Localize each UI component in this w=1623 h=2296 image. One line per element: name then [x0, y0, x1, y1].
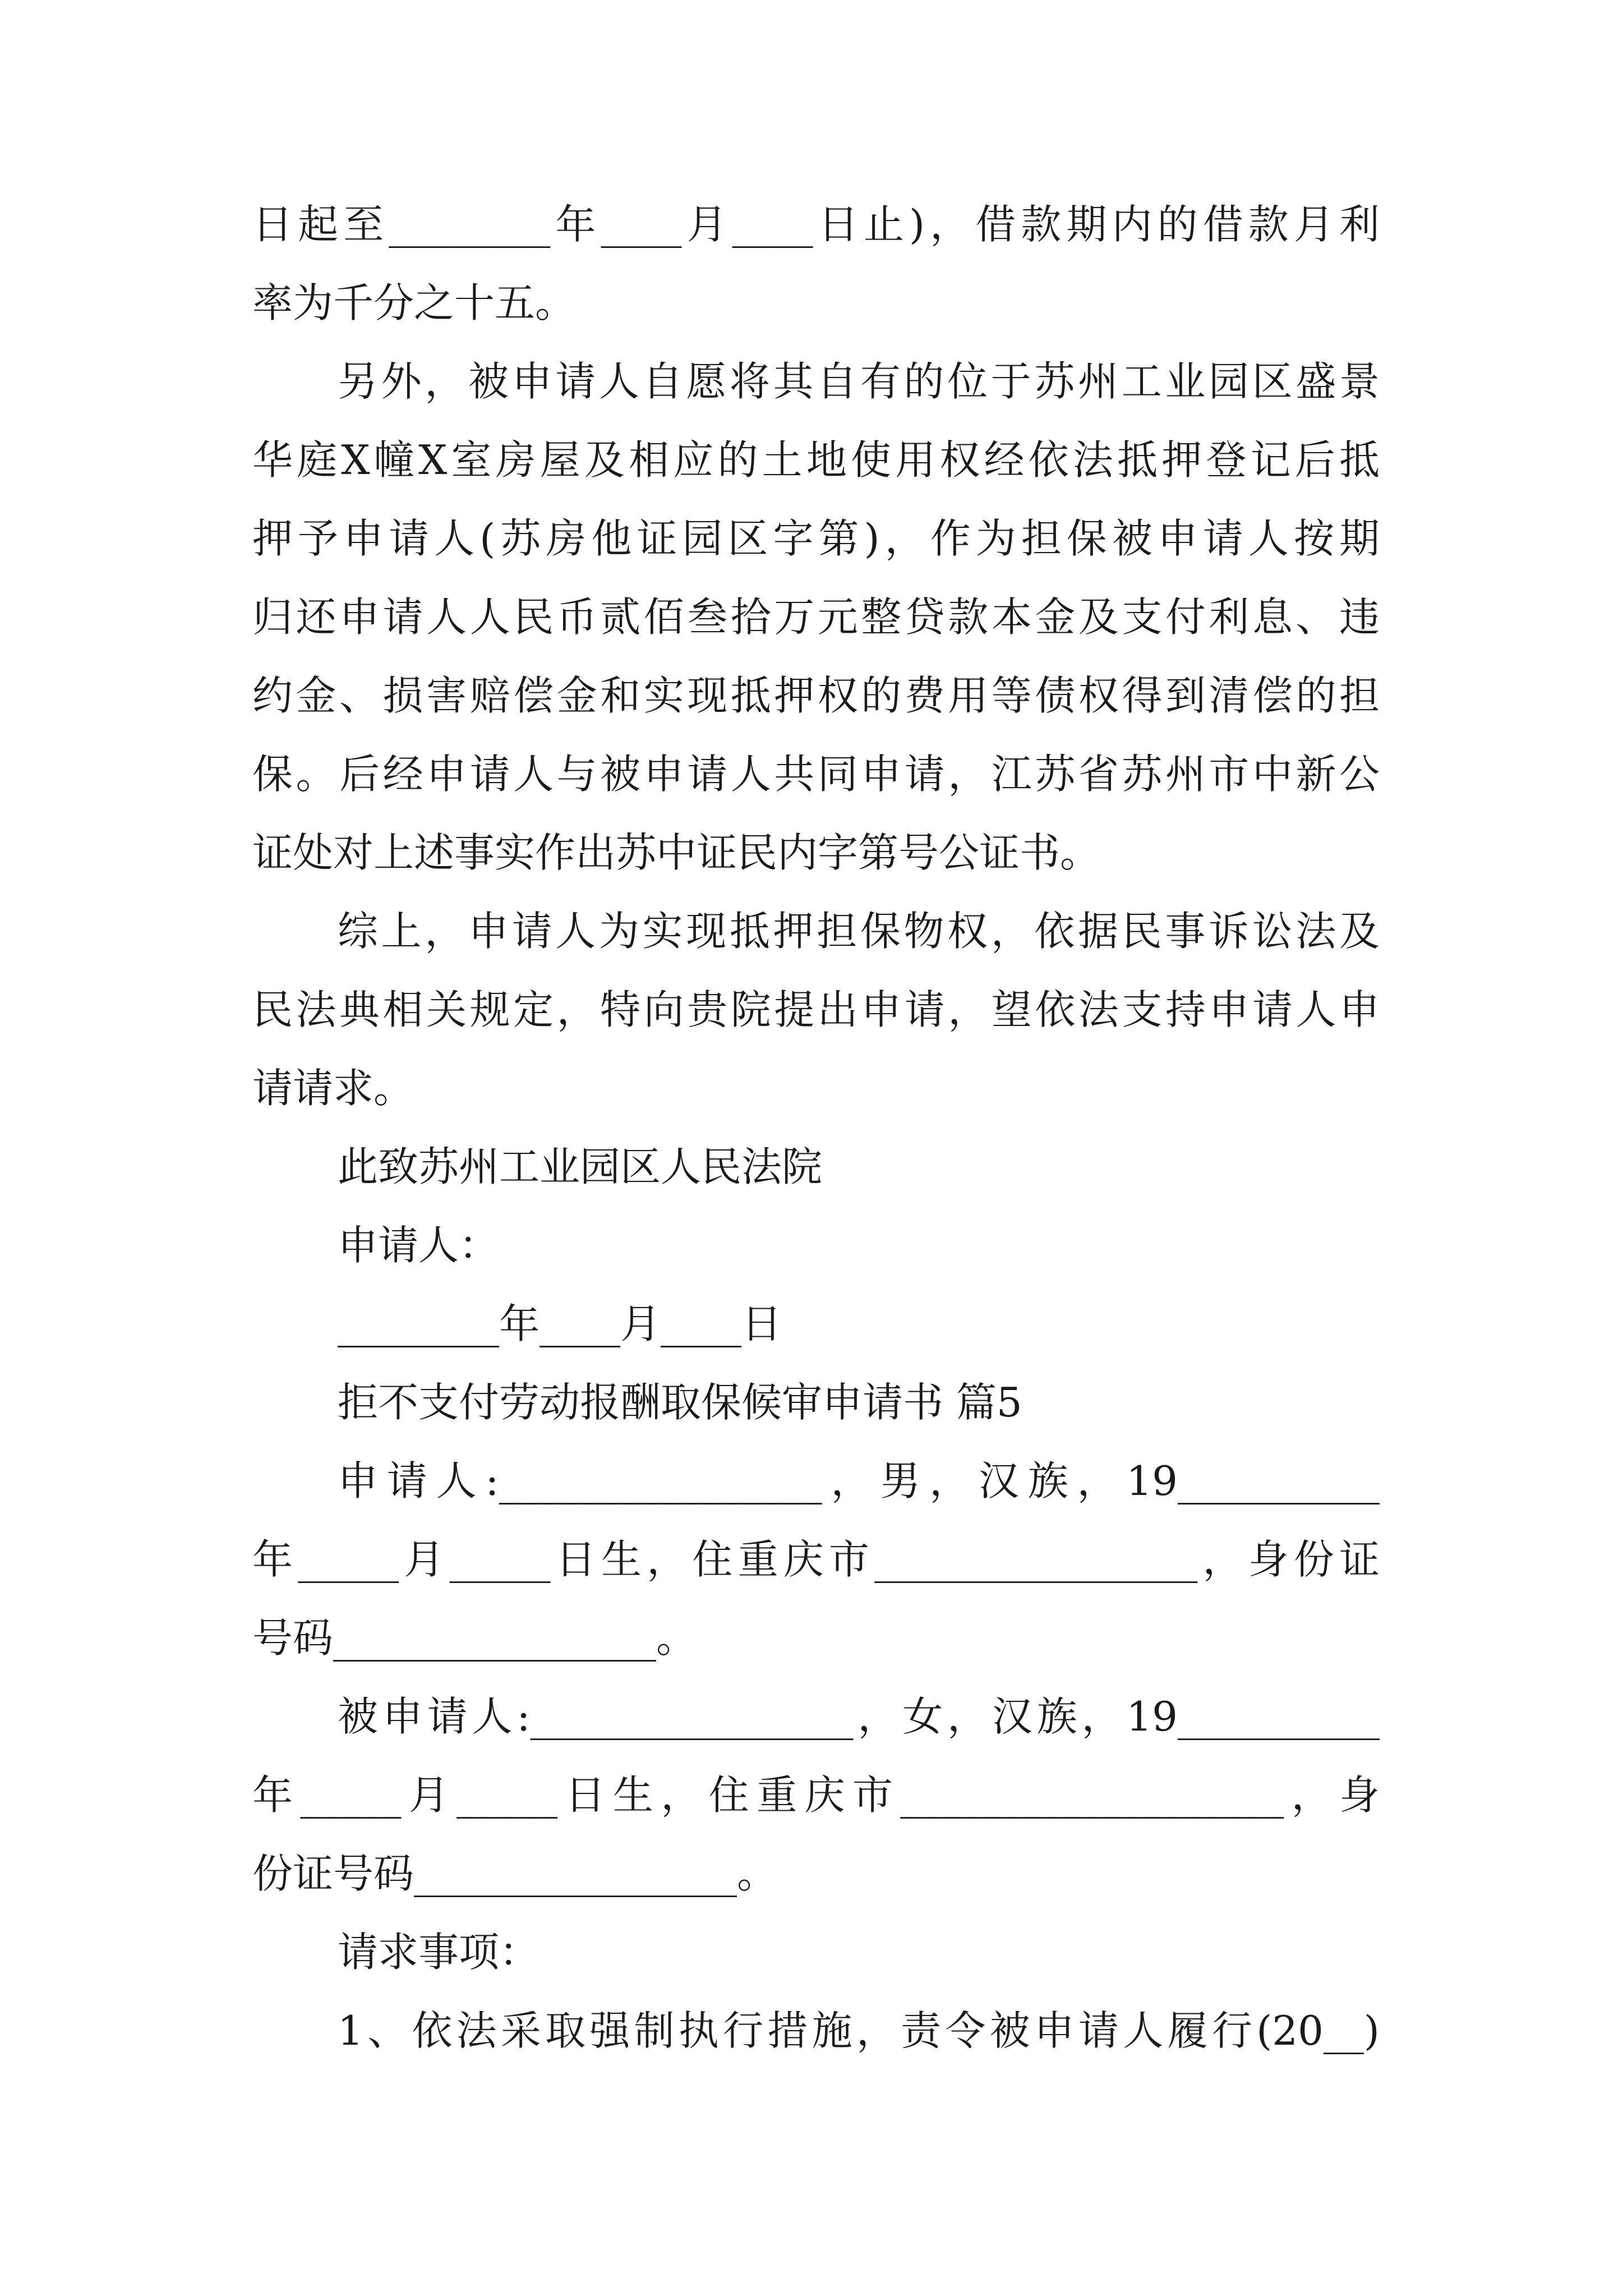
text-line-9: 证处对上述事实作出苏中证民内字第号公证书。 [252, 829, 1101, 876]
text-line-22: 份证号码________________。 [252, 1850, 778, 1897]
text-line-1: 日起至________年____月____日止)，借款期内的借款月利 [252, 201, 1380, 248]
text-line-20: 被申请人:________________，女，汉族，19__________ [338, 1693, 1380, 1740]
text-line-7: 约金、损害赔偿金和实现抵押权的费用等债权得到清偿的担 [252, 672, 1380, 719]
text-line-2: 率为千分之十五。 [252, 279, 576, 326]
text-line-11: 民法典相关规定，特向贵院提出申请，望依法支持申请人申 [252, 986, 1380, 1033]
text-line-4: 华庭X幢X室房屋及相应的土地使用权经依法抵押登记后抵 [252, 436, 1380, 484]
text-line-5: 押予申请人(苏房他证园区字第)，作为担保被申请人按期 [252, 515, 1380, 562]
text-line-24: 1、依法采取强制执行措施，责令被申请人履行(20__) [338, 2007, 1380, 2054]
text-line-14: 申请人： [338, 1222, 500, 1269]
text-line-15: ________年____月____日 [338, 1300, 782, 1347]
text-line-3: 另外，被申请人自愿将其自有的位于苏州工业园区盛景 [338, 358, 1380, 405]
text-line-13: 此致苏州工业园区人民法院 [338, 1143, 823, 1190]
text-line-19: 号码________________。 [252, 1614, 697, 1662]
text-line-8: 保。后经申请人与被申请人共同申请，江苏省苏州市中新公 [252, 751, 1380, 798]
text-line-6: 归还申请人人民币贰佰叁拾万元整贷款本金及支付利息、违 [252, 593, 1380, 641]
text-line-23: 请求事项： [338, 1929, 540, 1976]
text-line-17: 申请人:________________，男，汉族，19__________ [338, 1457, 1380, 1504]
text-line-10: 综上，申请人为实现抵押担保物权，依据民事诉讼法及 [338, 908, 1380, 955]
text-line-18: 年_____月_____日生，住重庆市________________，身份证 [252, 1536, 1380, 1583]
text-line-21: 年_____月_____日生，住重庆市___________________，身 [252, 1772, 1380, 1819]
document-body [252, 185, 1380, 2070]
text-line-16: 拒不支付劳动报酬取保候审申请书 篇5 [338, 1379, 1022, 1426]
text-line-12: 请请求。 [252, 1065, 414, 1112]
